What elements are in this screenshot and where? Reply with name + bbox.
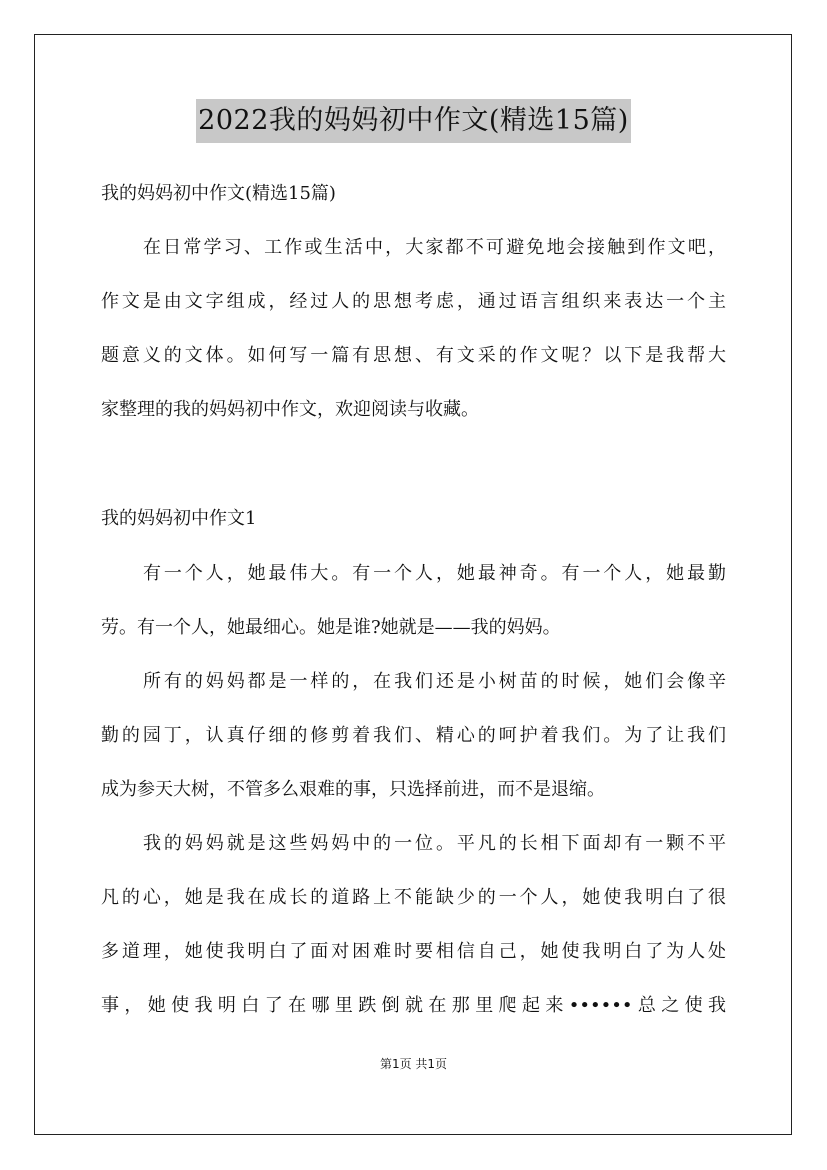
body-line-9: 事，她使我明白了在哪里跌倒就在那里爬起来••••••总之使我 [101, 995, 726, 1016]
body-line-2: 劳。有一个人，她最细心。她是谁?她就是——我的妈妈。 [101, 617, 561, 638]
body-line-3: 所有的妈妈都是一样的，在我们还是小树苗的时候，她们会像辛 [143, 671, 726, 692]
intro-line-4: 家整理的我的妈妈初中作文，欢迎阅读与收藏。 [101, 399, 479, 420]
section-heading: 我的妈妈初中作文1 [101, 508, 257, 529]
title-container [0, 99, 827, 143]
document-title: 2022我的妈妈初中作文(精选15篇) [196, 99, 631, 143]
body-line-1: 有一个人，她最伟大。有一个人，她最神奇。有一个人，她最勤 [143, 563, 726, 584]
page-footer: 第1页 共1页 [379, 1057, 448, 1071]
body-line-4: 勤的园丁，认真仔细的修剪着我们、精心的呵护着我们。为了让我们 [101, 725, 726, 746]
document-subtitle: 我的妈妈初中作文(精选15篇) [101, 183, 336, 204]
body-line-8: 多道理，她使我明白了面对困难时要相信自己，她使我明白了为人处 [101, 941, 726, 962]
body-line-7: 凡的心，她是我在成长的道路上不能缺少的一个人，她使我明白了很 [101, 887, 726, 908]
intro-line-1: 在日常学习、工作或生活中，大家都不可避免地会接触到作文吧， [143, 237, 726, 258]
intro-line-3: 题意义的文体。如何写一篇有思想、有文采的作文呢？以下是我帮大 [101, 345, 726, 366]
intro-line-2: 作文是由文字组成，经过人的思想考虑，通过语言组织来表达一个主 [101, 291, 726, 312]
body-line-5: 成为参天大树，不管多么艰难的事，只选择前进，而不是退缩。 [101, 779, 605, 800]
body-line-6: 我的妈妈就是这些妈妈中的一位。平凡的长相下面却有一颗不平 [143, 833, 726, 854]
